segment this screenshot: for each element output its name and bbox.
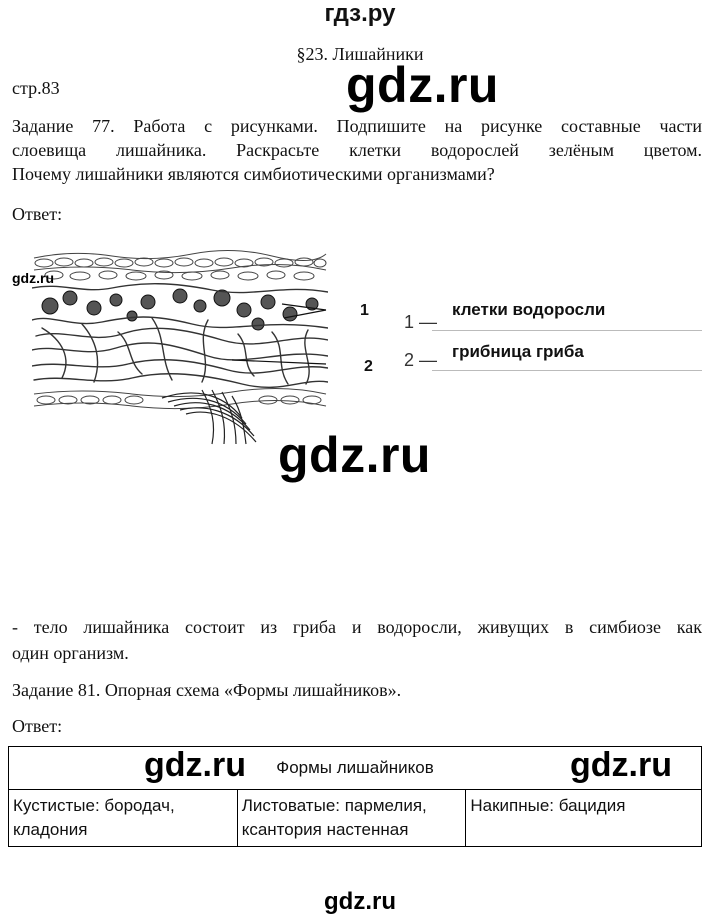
lower-cortex [34,388,326,408]
cell-line: Листоватые: пармелия, [241,796,427,815]
lichen-cross-section-illustration [32,248,328,446]
table-cell-foliose [237,790,466,847]
table-header: Формы лишайников [276,758,434,777]
watermark-bottom: gdz.ru [324,888,396,915]
answer-label-2: Ответ: [12,716,63,736]
figure-marker-1: 1 [360,302,369,319]
cell-line: ксантория настенная [241,820,409,839]
label-rule-2 [432,370,702,371]
answer-label: Ответ: [12,204,63,224]
conclusion-line: - тело лишайника состоит из гриба и водоросли, живущих в симбиозе как [12,617,702,637]
rhizine-bundle [162,390,256,444]
label-rule-1 [432,330,702,331]
watermark-small: gdz.ru [12,270,54,286]
figure-marker-2: 2 [364,358,373,375]
task-77-line: Задание 77. Работа с рисунками. Подпишите на рисунке составные части [12,116,702,136]
table-cell-crustose [466,790,702,847]
answer-conclusion [12,614,702,666]
label-fungal-mycelium: грибница гриба [452,342,584,361]
label-algae-cells: клетки водоросли [452,300,606,319]
cell-line: Накипные: бацидия [470,796,626,815]
cell-line: Кустистые: бородач, [13,796,175,815]
watermark-table-right: gdz.ru [570,746,672,784]
upper-cortex [34,250,326,280]
task-77-line: Почему лишайники являются симбиотическими организмами? [12,164,495,184]
watermark-middle: gdz.ru [278,427,431,483]
cell-line: кладония [13,820,88,839]
task-77-line: слоевища лишайника. Раскрасьте клетки водорослей зелёным цветом. [12,140,702,160]
watermark-top: gdz.ru [346,57,499,113]
task-81-text: Задание 81. Опорная схема «Формы лишайников». [12,680,402,700]
conclusion-line: один организм. [12,643,129,663]
site-title: гдз.ру [324,0,396,27]
label-number-1: 1 — [404,312,438,332]
label-number-2: 2 — [404,350,438,370]
watermark-table-left: gdz.ru [144,746,246,784]
table-cell-fruticose [9,790,238,847]
task-77-text [12,114,702,186]
page-reference: стр.83 [12,78,60,98]
section-title: §23. Лишайники [296,44,424,64]
cortex-cells [35,258,326,280]
table-row [9,790,702,847]
